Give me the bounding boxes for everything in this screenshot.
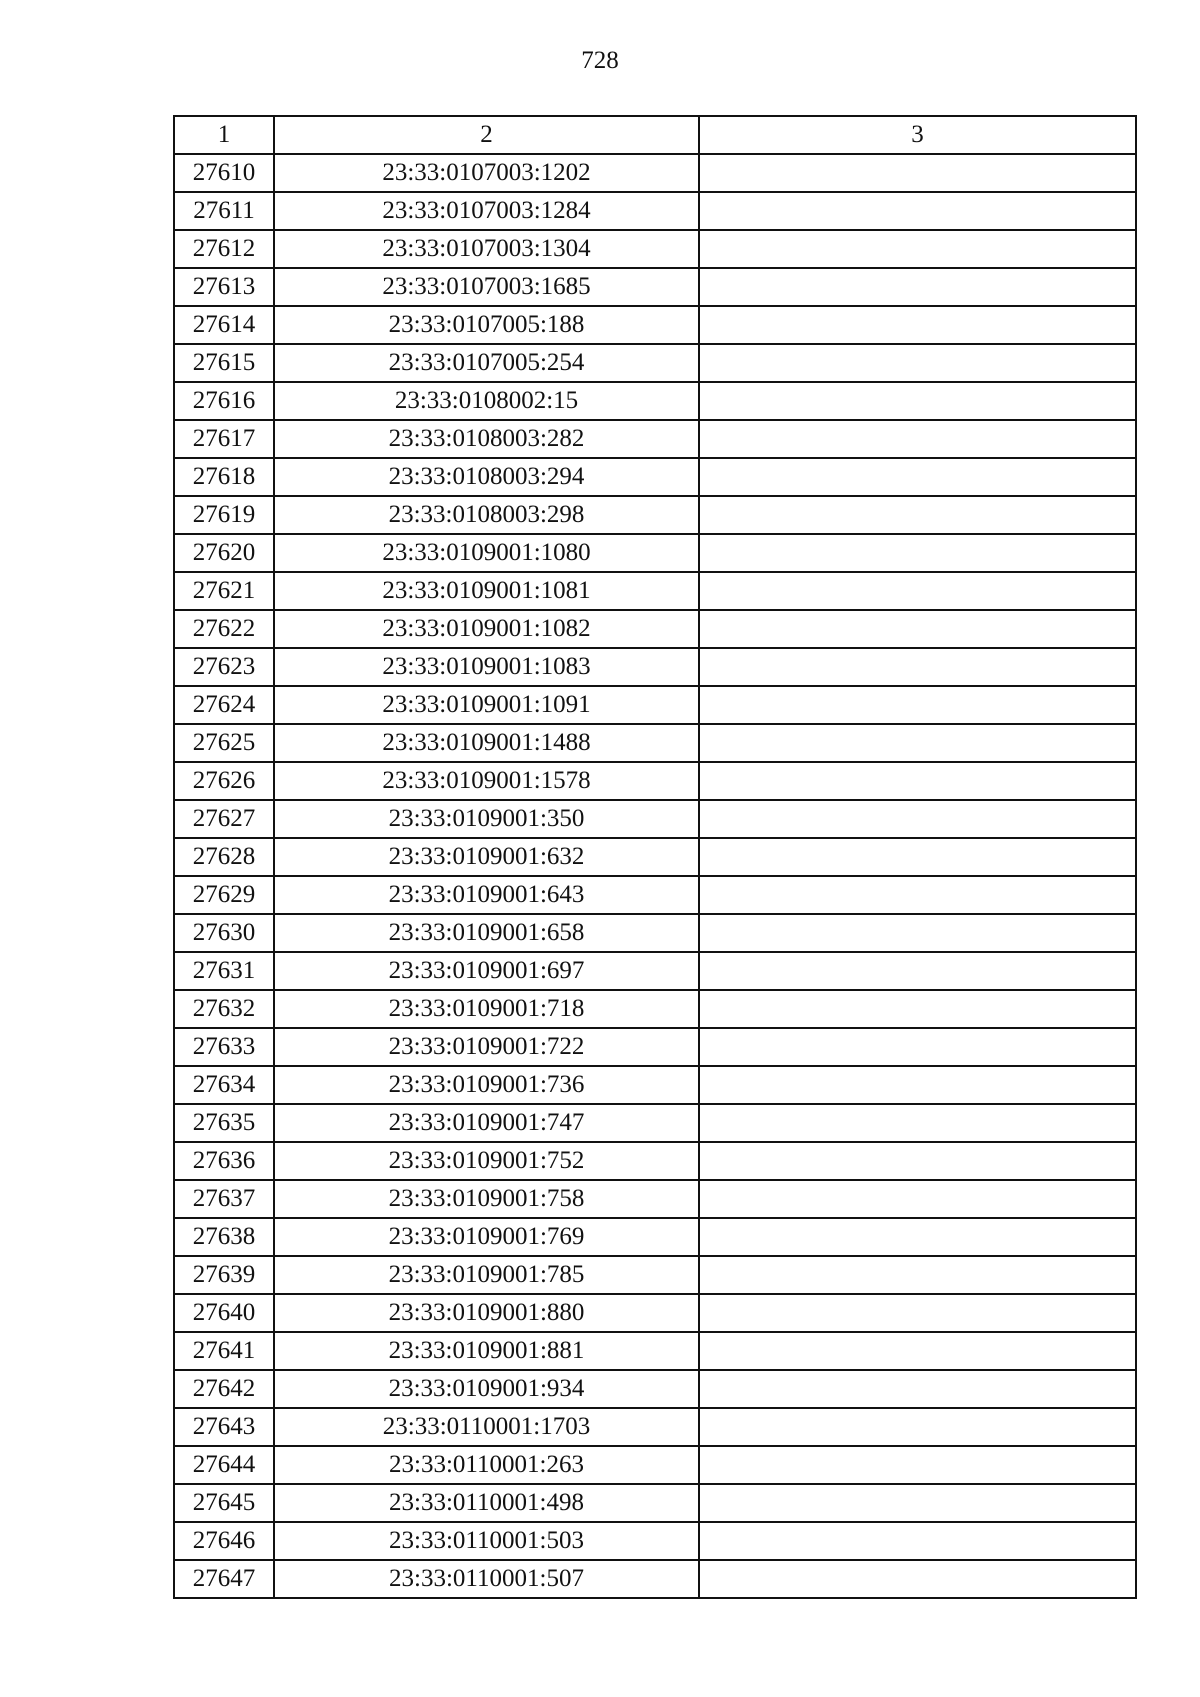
cadastral-number-cell: 23:33:0109001:752 — [274, 1142, 699, 1180]
cadastral-number-cell: 23:33:0109001:736 — [274, 1066, 699, 1104]
cadastral-number-cell: 23:33:0109001:1488 — [274, 724, 699, 762]
cadastral-number-cell: 23:33:0109001:1578 — [274, 762, 699, 800]
notes-cell — [699, 230, 1136, 268]
table-row — [174, 1218, 1136, 1256]
cadastral-number-cell: 23:33:0109001:697 — [274, 952, 699, 990]
notes-cell — [699, 1028, 1136, 1066]
table-row — [174, 1142, 1136, 1180]
row-number-cell: 27620 — [174, 534, 274, 572]
cadastral-number-cell: 23:33:0109001:1081 — [274, 572, 699, 610]
row-number-cell: 27626 — [174, 762, 274, 800]
row-number-cell: 27647 — [174, 1560, 274, 1598]
table-row — [174, 306, 1136, 344]
row-number-cell: 27619 — [174, 496, 274, 534]
notes-cell — [699, 952, 1136, 990]
table-row — [174, 1256, 1136, 1294]
notes-cell — [699, 534, 1136, 572]
table-header — [174, 116, 1136, 154]
table-row — [174, 648, 1136, 686]
notes-cell — [699, 1218, 1136, 1256]
table-row — [174, 1066, 1136, 1104]
notes-cell — [699, 1332, 1136, 1370]
table-row — [174, 990, 1136, 1028]
notes-cell — [699, 192, 1136, 230]
notes-cell — [699, 268, 1136, 306]
column-header-1: 1 — [174, 116, 274, 154]
table-row — [174, 1560, 1136, 1598]
cadastral-number-cell: 23:33:0109001:632 — [274, 838, 699, 876]
table-row — [174, 1028, 1136, 1066]
cadastral-number-cell: 23:33:0109001:785 — [274, 1256, 699, 1294]
header-row — [174, 116, 1136, 154]
row-number-cell: 27633 — [174, 1028, 274, 1066]
cadastral-number-cell: 23:33:0110001:1703 — [274, 1408, 699, 1446]
table-body — [174, 154, 1136, 1598]
table-row — [174, 838, 1136, 876]
cadastral-number-cell: 23:33:0109001:881 — [274, 1332, 699, 1370]
table-row — [174, 1446, 1136, 1484]
cadastral-number-cell: 23:33:0109001:722 — [274, 1028, 699, 1066]
notes-cell — [699, 838, 1136, 876]
row-number-cell: 27636 — [174, 1142, 274, 1180]
cadastral-number-cell: 23:33:0109001:1083 — [274, 648, 699, 686]
table-row — [174, 762, 1136, 800]
cadastral-number-cell: 23:33:0110001:507 — [274, 1560, 699, 1598]
notes-cell — [699, 1180, 1136, 1218]
cadastral-number-cell: 23:33:0110001:498 — [274, 1484, 699, 1522]
row-number-cell: 27612 — [174, 230, 274, 268]
row-number-cell: 27643 — [174, 1408, 274, 1446]
column-header-3: 3 — [699, 116, 1136, 154]
cadastral-number-cell: 23:33:0109001:758 — [274, 1180, 699, 1218]
row-number-cell: 27634 — [174, 1066, 274, 1104]
row-number-cell: 27645 — [174, 1484, 274, 1522]
cadastral-number-cell: 23:33:0109001:643 — [274, 876, 699, 914]
row-number-cell: 27621 — [174, 572, 274, 610]
cadastral-number-cell: 23:33:0109001:350 — [274, 800, 699, 838]
notes-cell — [699, 1142, 1136, 1180]
cadastral-number-cell: 23:33:0109001:1091 — [274, 686, 699, 724]
row-number-cell: 27638 — [174, 1218, 274, 1256]
page-number: 728 — [581, 47, 619, 74]
cadastral-number-cell: 23:33:0109001:1082 — [274, 610, 699, 648]
row-number-cell: 27615 — [174, 344, 274, 382]
notes-cell — [699, 914, 1136, 952]
table-row — [174, 1332, 1136, 1370]
table-row — [174, 1370, 1136, 1408]
row-number-cell: 27613 — [174, 268, 274, 306]
row-number-cell: 27628 — [174, 838, 274, 876]
cadastral-number-cell: 23:33:0108003:282 — [274, 420, 699, 458]
table-row — [174, 610, 1136, 648]
cadastral-number-cell: 23:33:0109001:658 — [274, 914, 699, 952]
table-row — [174, 192, 1136, 230]
cadastral-number-cell: 23:33:0107003:1284 — [274, 192, 699, 230]
notes-cell — [699, 344, 1136, 382]
table-row — [174, 686, 1136, 724]
notes-cell — [699, 990, 1136, 1028]
row-number-cell: 27635 — [174, 1104, 274, 1142]
row-number-cell: 27614 — [174, 306, 274, 344]
row-number-cell: 27622 — [174, 610, 274, 648]
notes-cell — [699, 762, 1136, 800]
cadastral-number-cell: 23:33:0110001:263 — [274, 1446, 699, 1484]
cadastral-number-cell: 23:33:0107003:1304 — [274, 230, 699, 268]
row-number-cell: 27629 — [174, 876, 274, 914]
notes-cell — [699, 1066, 1136, 1104]
cadastral-number-cell: 23:33:0107003:1202 — [274, 154, 699, 192]
table-row — [174, 876, 1136, 914]
table-row — [174, 534, 1136, 572]
notes-cell — [699, 1408, 1136, 1446]
cadastral-number-cell: 23:33:0108003:298 — [274, 496, 699, 534]
table-row — [174, 724, 1136, 762]
row-number-cell: 27646 — [174, 1522, 274, 1560]
row-number-cell: 27640 — [174, 1294, 274, 1332]
notes-cell — [699, 1104, 1136, 1142]
notes-cell — [699, 306, 1136, 344]
cadastral-number-cell: 23:33:0107005:188 — [274, 306, 699, 344]
column-header-2: 2 — [274, 116, 699, 154]
notes-cell — [699, 686, 1136, 724]
cadastral-number-cell: 23:33:0109001:934 — [274, 1370, 699, 1408]
row-number-cell: 27644 — [174, 1446, 274, 1484]
table-row — [174, 458, 1136, 496]
notes-cell — [699, 1294, 1136, 1332]
notes-cell — [699, 458, 1136, 496]
cadastral-number-cell: 23:33:0107005:254 — [274, 344, 699, 382]
cadastral-number-cell: 23:33:0109001:747 — [274, 1104, 699, 1142]
row-number-cell: 27632 — [174, 990, 274, 1028]
notes-cell — [699, 420, 1136, 458]
notes-cell — [699, 1484, 1136, 1522]
notes-cell — [699, 1370, 1136, 1408]
notes-cell — [699, 1256, 1136, 1294]
table-row — [174, 496, 1136, 534]
row-number-cell: 27617 — [174, 420, 274, 458]
table-row — [174, 914, 1136, 952]
row-number-cell: 27630 — [174, 914, 274, 952]
notes-cell — [699, 648, 1136, 686]
table-row — [174, 952, 1136, 990]
row-number-cell: 27623 — [174, 648, 274, 686]
table-row — [174, 268, 1136, 306]
table-row — [174, 1522, 1136, 1560]
table-row — [174, 1294, 1136, 1332]
table-row — [174, 572, 1136, 610]
notes-cell — [699, 1522, 1136, 1560]
row-number-cell: 27637 — [174, 1180, 274, 1218]
table-row — [174, 230, 1136, 268]
row-number-cell: 27618 — [174, 458, 274, 496]
row-number-cell: 27624 — [174, 686, 274, 724]
notes-cell — [699, 800, 1136, 838]
row-number-cell: 27611 — [174, 192, 274, 230]
notes-cell — [699, 610, 1136, 648]
register-table — [173, 115, 1137, 1599]
notes-cell — [699, 724, 1136, 762]
notes-cell — [699, 496, 1136, 534]
cadastral-number-cell: 23:33:0107003:1685 — [274, 268, 699, 306]
row-number-cell: 27627 — [174, 800, 274, 838]
row-number-cell: 27641 — [174, 1332, 274, 1370]
row-number-cell: 27610 — [174, 154, 274, 192]
table-row — [174, 344, 1136, 382]
notes-cell — [699, 876, 1136, 914]
notes-cell — [699, 382, 1136, 420]
table-row — [174, 1104, 1136, 1142]
row-number-cell: 27642 — [174, 1370, 274, 1408]
table-row — [174, 800, 1136, 838]
table-row — [174, 1408, 1136, 1446]
cadastral-number-cell: 23:33:0108003:294 — [274, 458, 699, 496]
notes-cell — [699, 572, 1136, 610]
table-row — [174, 420, 1136, 458]
table-row — [174, 382, 1136, 420]
row-number-cell: 27616 — [174, 382, 274, 420]
notes-cell — [699, 1446, 1136, 1484]
cadastral-number-cell: 23:33:0109001:718 — [274, 990, 699, 1028]
notes-cell — [699, 1560, 1136, 1598]
row-number-cell: 27639 — [174, 1256, 274, 1294]
cadastral-number-cell: 23:33:0108002:15 — [274, 382, 699, 420]
table-row — [174, 1180, 1136, 1218]
row-number-cell: 27631 — [174, 952, 274, 990]
table-row — [174, 154, 1136, 192]
notes-cell — [699, 154, 1136, 192]
table-row — [174, 1484, 1136, 1522]
cadastral-number-cell: 23:33:0109001:769 — [274, 1218, 699, 1256]
cadastral-number-cell: 23:33:0109001:1080 — [274, 534, 699, 572]
row-number-cell: 27625 — [174, 724, 274, 762]
cadastral-number-cell: 23:33:0110001:503 — [274, 1522, 699, 1560]
cadastral-number-cell: 23:33:0109001:880 — [274, 1294, 699, 1332]
